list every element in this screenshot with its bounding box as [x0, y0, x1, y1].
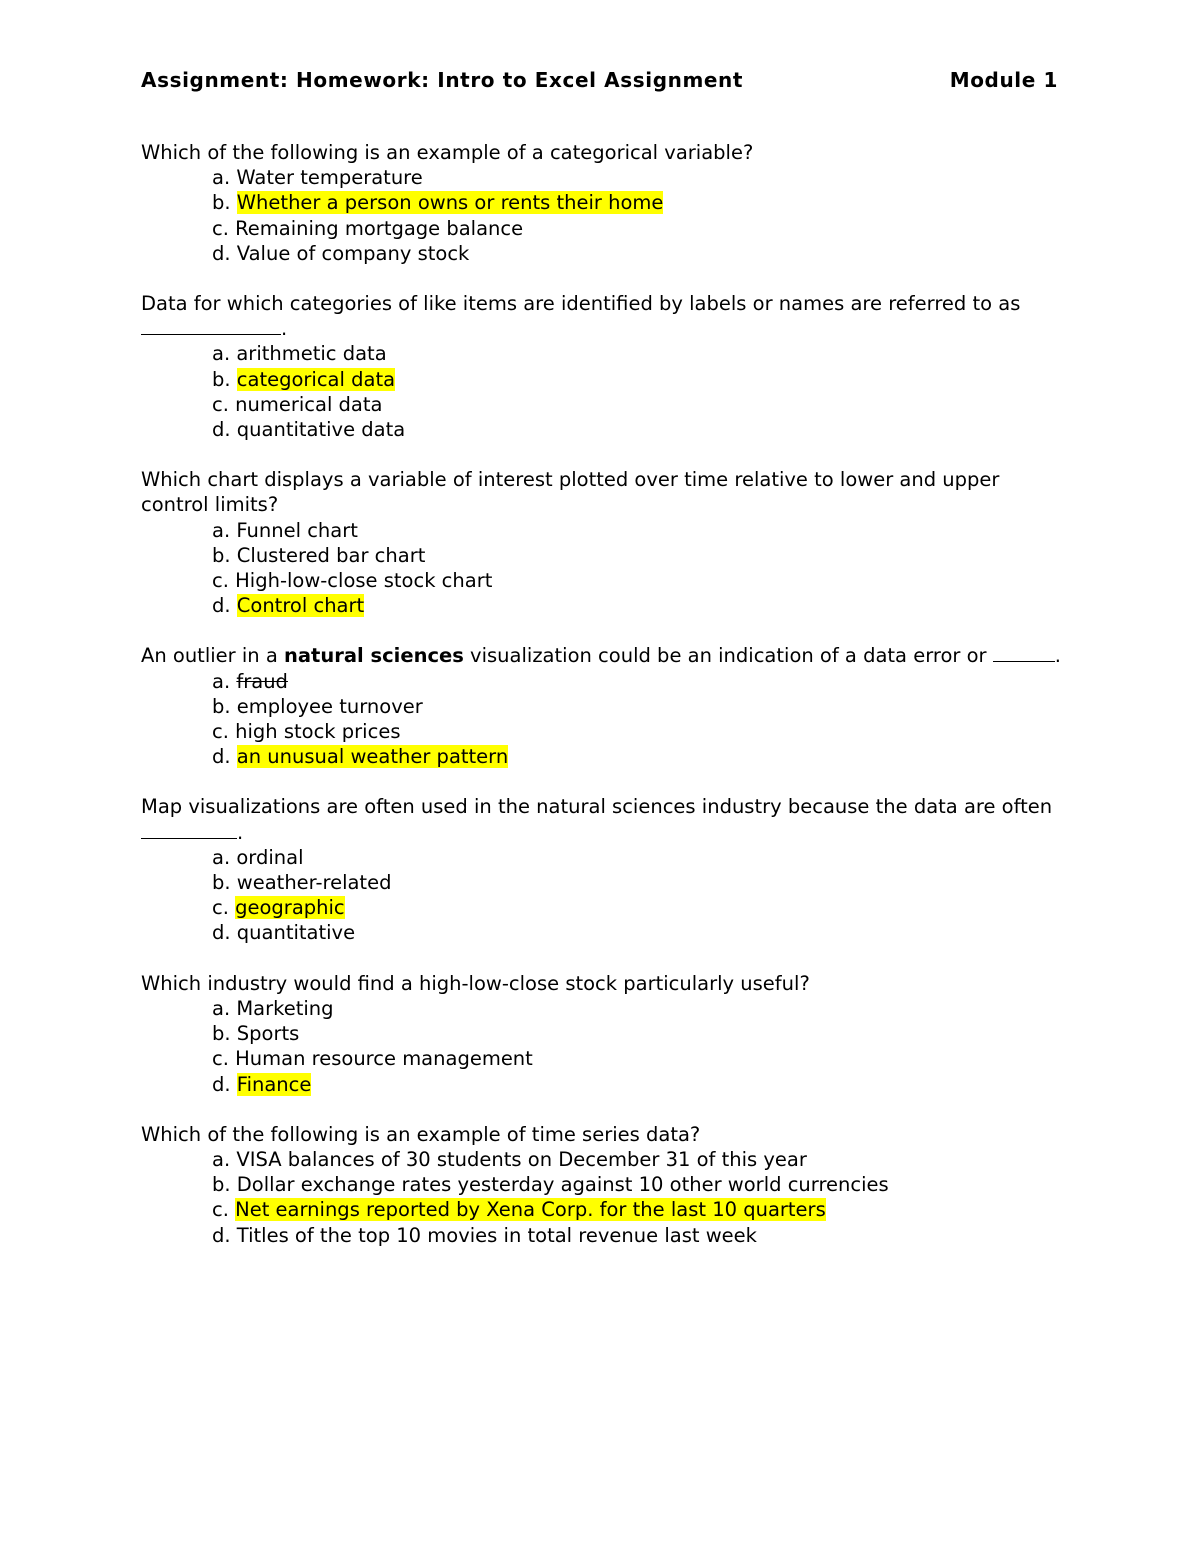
option-a: a. fraud	[212, 669, 288, 693]
question-text: Which of the following is an example of time series data?	[141, 1122, 701, 1146]
option-text: quantitative	[236, 921, 356, 945]
option-text: Human resource management	[235, 1047, 533, 1071]
option-text: Titles of the top 10 movies in total revenue last week	[236, 1223, 757, 1247]
option-d: d. Value of company stock	[212, 241, 470, 265]
option-c: c. geographic	[212, 896, 345, 920]
option-text: Clustered bar chart	[236, 543, 426, 567]
option-b: b. employee turnover	[212, 694, 423, 718]
option-b: b. Clustered bar chart	[212, 543, 426, 567]
question-7	[141, 1122, 1061, 1248]
option-text: employee turnover	[236, 694, 423, 718]
question-6	[141, 971, 1061, 1097]
answer-blank	[141, 820, 237, 839]
option-c: c. Human resource management	[212, 1047, 533, 1071]
option-text: Remaining mortgage balance	[235, 216, 524, 240]
option-text: VISA balances of 30 students on December 31 of this year	[236, 1147, 807, 1171]
option-d: d. an unusual weather pattern	[212, 745, 509, 769]
option-d: d. Titles of the top 10 movies in total revenue last week	[212, 1223, 757, 1247]
question-3	[141, 467, 1061, 618]
option-b: b. Sports	[212, 1022, 300, 1046]
option-d: d. Finance	[212, 1072, 312, 1096]
question-text: Map visualizations are often used in the natural sciences industry because the data are often .	[141, 795, 1053, 844]
option-c: c. Remaining mortgage balance	[212, 216, 524, 240]
question-text: Which of the following is an example of a categorical variable?	[141, 141, 754, 164]
question-1	[141, 140, 1061, 266]
question-text: Which industry would find a high-low-close stock particularly useful?	[141, 971, 810, 995]
option-text: arithmetic data	[236, 342, 387, 366]
option-b: b. Whether a person owns or rents their home	[212, 191, 664, 215]
option-a: a. Funnel chart	[212, 518, 358, 542]
question-text: Data for which categories of like items are identified by labels or names are referred to as .	[141, 292, 1021, 341]
option-text: Value of company stock	[236, 241, 470, 265]
question-4	[141, 643, 1061, 769]
answer-blank	[993, 643, 1055, 662]
highlighted-answer: categorical data	[236, 367, 396, 391]
highlighted-answer: Net earnings reported by Xena Corp. for the last 10 quarters	[235, 1198, 826, 1222]
bold-phrase: natural sciences	[284, 644, 464, 668]
assignment-title: Assignment: Homework: Intro to Excel Assignment	[141, 68, 744, 92]
question-text: An outlier in a natural sciences visualization could be an indication of a data error or .	[141, 644, 1061, 668]
option-text: high stock prices	[235, 720, 401, 744]
option-text: numerical data	[235, 392, 383, 416]
option-text: Water temperature	[236, 166, 423, 190]
option-d: d. quantitative	[212, 921, 356, 945]
answer-blank	[141, 316, 281, 335]
highlighted-answer: geographic	[235, 896, 345, 920]
option-c: c. numerical data	[212, 392, 383, 416]
option-a: a. arithmetic data	[212, 342, 387, 366]
option-a: a. ordinal	[212, 845, 304, 869]
option-c: c. Net earnings reported by Xena Corp. for the last 10 quarters	[212, 1198, 826, 1222]
option-b: b. Dollar exchange rates yesterday against 10 other world currencies	[212, 1173, 889, 1197]
option-text: quantitative data	[236, 418, 406, 442]
option-text: Sports	[236, 1022, 300, 1046]
highlighted-answer: Control chart	[236, 594, 365, 618]
option-a: a. VISA balances of 30 students on December 31 of this year	[212, 1147, 807, 1171]
document-page	[141, 68, 1061, 1273]
option-d: d. Control chart	[212, 594, 365, 618]
option-text: Dollar exchange rates yesterday against 10 other world currencies	[236, 1173, 889, 1197]
option-text: Marketing	[236, 996, 334, 1020]
highlighted-answer: Whether a person owns or rents their home	[236, 191, 664, 215]
option-text: weather-related	[236, 871, 392, 895]
highlighted-answer: Finance	[236, 1072, 312, 1096]
question-text: Which chart displays a variable of interest plotted over time relative to lower and upper control limits?	[141, 468, 1000, 517]
question-5	[141, 794, 1061, 945]
option-b: b. categorical data	[212, 367, 396, 391]
option-b: b. weather-related	[212, 871, 392, 895]
option-a: a. Marketing	[212, 996, 334, 1020]
option-text: ordinal	[236, 845, 304, 869]
option-text: High-low-close stock chart	[235, 569, 493, 593]
struck-option: fraud	[236, 669, 288, 693]
document-header	[141, 68, 1061, 100]
module-label: Module 1	[949, 68, 1058, 92]
highlighted-answer: an unusual weather pattern	[236, 745, 509, 769]
question-2	[141, 291, 1061, 442]
option-c: c. High-low-close stock chart	[212, 569, 493, 593]
option-d: d. quantitative data	[212, 418, 406, 442]
option-c: c. high stock prices	[212, 720, 401, 744]
option-a: a. Water temperature	[212, 166, 423, 190]
option-text: Funnel chart	[236, 518, 358, 542]
